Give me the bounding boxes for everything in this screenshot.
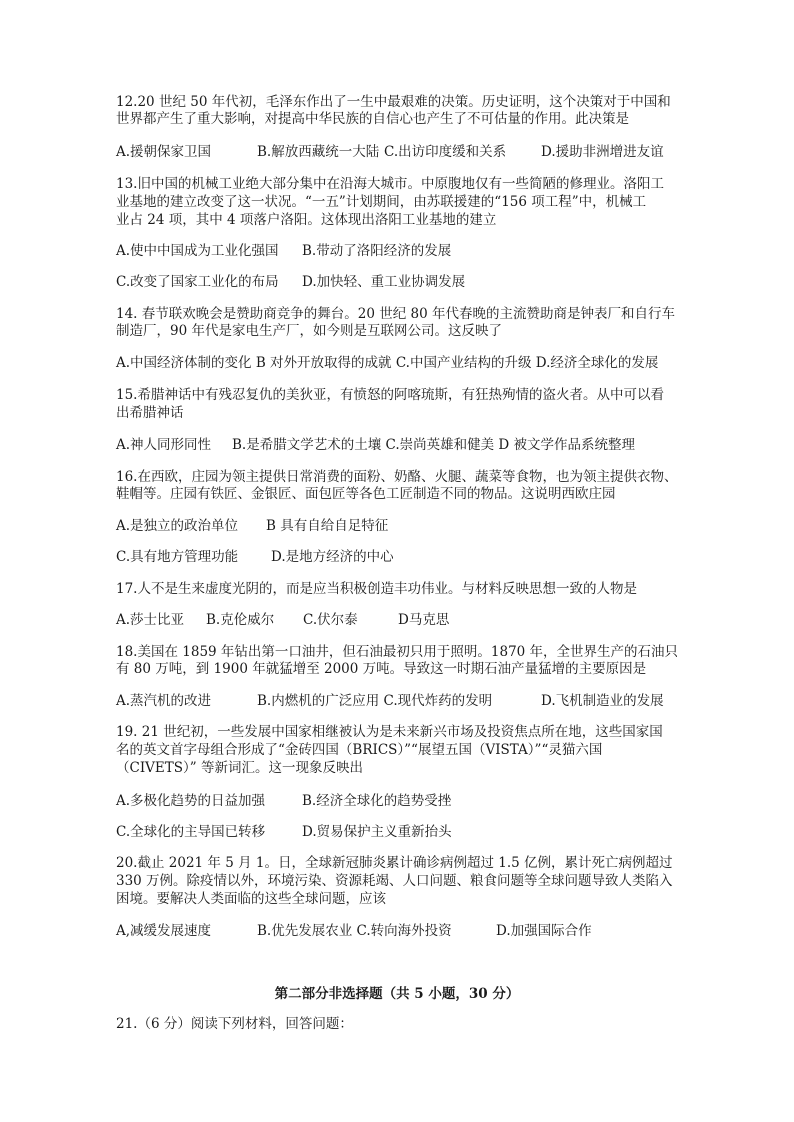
q14-options: A.中国经济体制的变化 B 对外开放取得的成就 C.中国产业结构的升级 D.经济全球化的发展 xyxy=(116,355,659,371)
q18-option-a: A.蒸汽机的改进 xyxy=(116,693,212,709)
q19-stem-line3: （CIVETS）” 等新词汇。这一现象反映出 xyxy=(116,760,363,776)
q19-stem-line2: 名的英文首字母组合形成了“金砖四国（BRICS）”“展望五国（VISTA）”“灵猫六国 xyxy=(116,742,603,758)
q13-stem-line2: 业基地的建立改变了这一状况。“一五”计划期间，由苏联援建的“156 项工程”中，机械工 xyxy=(116,194,647,210)
q16-option-d: D.是地方经济的中心 xyxy=(271,549,394,565)
q18-option-d: D.飞机制造业的发展 xyxy=(541,693,664,709)
q15-stem-line1: 15.希腊神话中有残忍复仇的美狄亚，有愤怒的阿喀琉斯，有狂热殉情的盗火者。从中可以看 xyxy=(116,387,664,403)
q18-stem-line1: 18.美国在 1859 年钻出第一口油井，但石油最初只用于照明。1870 年，全世界生产的石油只 xyxy=(116,644,679,660)
q12-stem-line1: 12.20 世纪 50 年代初，毛泽东作出了一生中最艰难的决策。历史证明，这个决策对于中国和 xyxy=(116,94,671,110)
q12-option-d: D.援助非洲增进友谊 xyxy=(541,144,664,160)
q14-stem-line2: 制造厂，90 年代是家电生产厂，如今则是互联网公司。这反映了 xyxy=(116,323,502,339)
q19-option-c: C.全球化的主导国已转移 xyxy=(116,824,266,840)
q13-option-b: B.带动了洛阳经济的发展 xyxy=(302,243,452,259)
q19-stem-line1: 19. 21 世纪初，一些发展中国家相继被认为是未来新兴市场及投资焦点所在地，这些国家国 xyxy=(116,724,663,740)
q17-option-d: D马克思 xyxy=(398,612,450,628)
q12-option-c: C.出访印度缓和关系 xyxy=(384,144,507,160)
q16-option-a: A.是独立的政治单位 xyxy=(116,518,239,534)
q17-stem-line1: 17.人不是生来虚度光阴的，而是应当积极创造丰功伟业。与材料反映思想一致的人物是 xyxy=(116,581,637,597)
q16-stem-line2: 鞋帽等。庄园有铁匠、金银匠、面包匠等各色工匠制造不同的物品。这说明西欧庄园 xyxy=(116,486,616,502)
q12-option-a: A.援朝保家卫国 xyxy=(116,144,212,160)
q20-options-bc: B.优先发展农业 C.转向海外投资 xyxy=(257,923,452,939)
q19-option-a: A.多极化趋势的日益加强 xyxy=(116,793,266,809)
q19-option-b: B.经济全球化的趋势受挫 xyxy=(302,793,452,809)
q18-stem-line2: 有 80 万吨，到 1900 年就猛增至 2000 万吨。导致这一时期石油产量猛增的主要原因是 xyxy=(116,661,647,677)
q12-option-b: B.解放西藏统一大陆 xyxy=(257,144,380,160)
q14-stem-line1: 14. 春节联欢晚会是赞助商竞争的舞台。20 世纪 80 年代春晚的主流赞助商是钟表厂和自行车 xyxy=(116,306,675,322)
q20-stem-line3: 困境。要解决人类面临的这些全球问题，应该 xyxy=(116,891,386,907)
q17-option-c: C.伏尔泰 xyxy=(303,612,358,628)
q13-stem-line1: 13.旧中国的机械工业绝大部分集中在沿海大城市。中原腹地仅有一些简陋的修理业。洛阳工 xyxy=(116,176,664,192)
q18-options-bc: B.内燃机的广泛应用 C.现代炸药的发明 xyxy=(257,693,493,709)
section2-heading: 第二部分非选择题（共 5 小题，30 分） xyxy=(274,986,520,1002)
q17-option-a: A.莎士比亚 xyxy=(116,612,185,628)
q13-option-c: C.改变了国家工业化的布局 xyxy=(116,274,279,290)
q20-option-d: D.加强国际合作 xyxy=(496,923,592,939)
q15-option-a: A.神人同形同性 xyxy=(116,437,212,453)
q19-option-d: D.贸易保护主义重新抬头 xyxy=(302,824,452,840)
q13-option-d: D.加快轻、重工业协调发展 xyxy=(302,274,466,290)
q21-stem-line1: 21.（6 分）阅读下列材料，回答问题： xyxy=(116,1016,353,1032)
q16-option-c: C.具有地方管理功能 xyxy=(116,549,239,565)
q12-stem-line2: 世界都产生了重大影响，对提高中华民族的自信心也产生了不可估量的作用。此决策是 xyxy=(116,111,629,127)
q15-stem-line2: 出希腊神话 xyxy=(116,405,184,421)
q15-options-bcd: B.是希腊文学艺术的土壤 C.崇尚英雄和健美 D 被文学作品系统整理 xyxy=(232,437,636,453)
q13-option-a: A.使中中国成为工业化强国 xyxy=(116,243,279,259)
q20-stem-line1: 20.截止 2021 年 5 月 1。日，全球新冠肺炎累计确诊病例超过 1.5 亿例，累计死亡病例超过 xyxy=(116,855,673,871)
q17-option-b: B.克伦威尔 xyxy=(206,612,275,628)
q13-stem-line3: 业占 24 项，其中 4 项落户洛阳。这体现出洛阳工业基地的建立 xyxy=(116,212,497,228)
q20-option-a: A,减缓发展速度 xyxy=(116,923,212,939)
q16-stem-line1: 16.在西欧，庄园为领主提供日常消费的面粉、奶酪、火腿、蔬菜等食物，也为领主提供衣物、 xyxy=(116,469,678,485)
q20-stem-line2: 330 万例。除疫情以外，环境污染、资源耗竭、人口问题、粮食问题等全球问题导致人类陷入 xyxy=(116,873,673,889)
q16-option-b: B 具有自给自足特征 xyxy=(266,518,389,534)
